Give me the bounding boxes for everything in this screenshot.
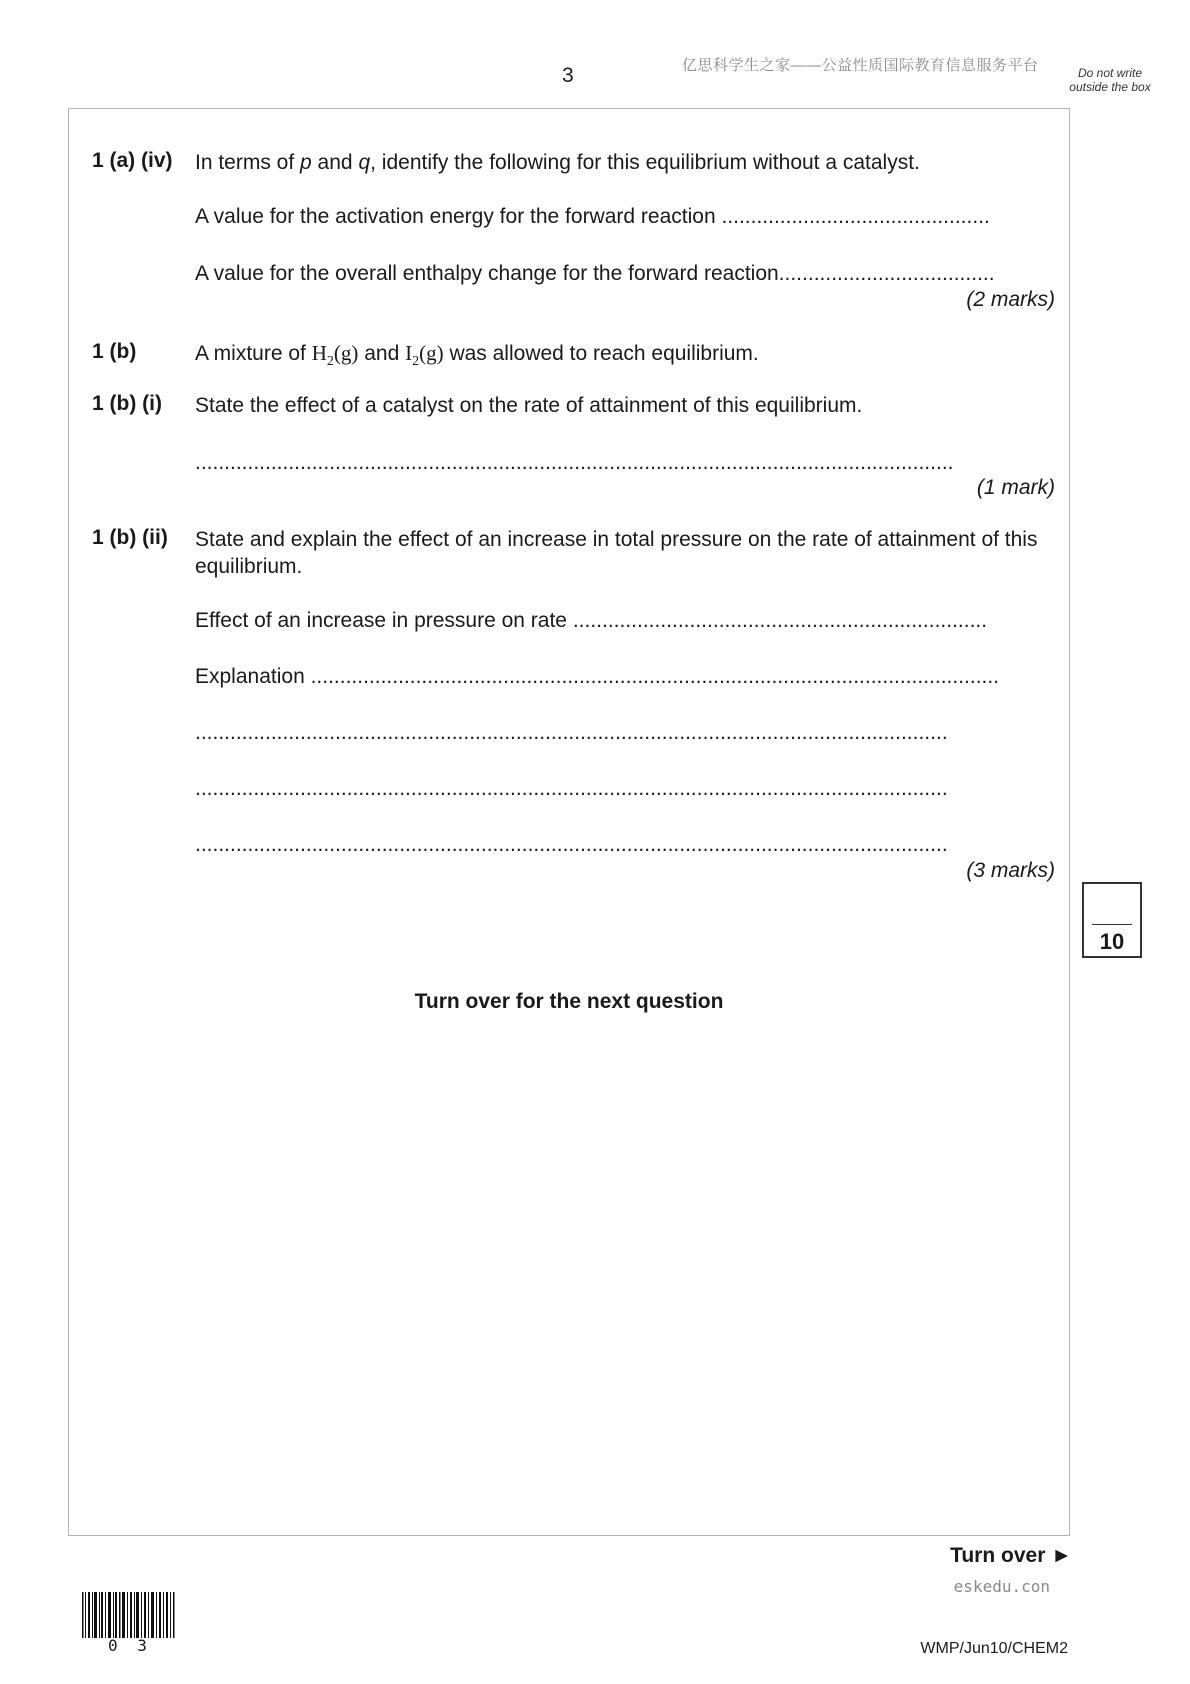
marks-1a-iv: (2 marks)	[966, 288, 1055, 311]
score-total: 10	[1099, 929, 1125, 954]
enthalpy-answer-line[interactable]: A value for the overall enthalpy change for the forward reaction.....................................	[195, 262, 995, 285]
score-divider	[1092, 924, 1132, 925]
question-number-1b: 1 (b)	[92, 340, 137, 363]
question-text-1b-i: State the effect of a catalyst on the rate of attainment of this equilibrium.	[195, 394, 863, 417]
question-text-1b-ii: State and explain the effect of an increase in total pressure on the rate of attainment of this equilibrium.	[195, 528, 1038, 578]
marks-1b-i: (1 mark)	[976, 476, 1055, 499]
text-part: and	[358, 342, 406, 365]
text-part: was allowed to reach equilibrium.	[443, 342, 759, 365]
question-number-1a-iv: 1 (a) (iv)	[92, 149, 173, 172]
question-number-1b-ii: 1 (b) (ii)	[92, 526, 168, 549]
explanation-line-2[interactable]: .................................................................................................................................	[195, 777, 948, 800]
formula-i2: $I_2(g)$	[405, 341, 444, 370]
page-number: 3	[562, 64, 574, 87]
paper-code: WMP/Jun10/CHEM2	[920, 1640, 1068, 1657]
marks-1b-ii: (3 marks)	[966, 859, 1055, 882]
question-text-1b	[195, 340, 1055, 375]
question-text-1a-iv	[195, 149, 1055, 176]
score-box	[1082, 882, 1142, 958]
stem-part: , identify the following for this equilibrium without a catalyst.	[370, 151, 920, 174]
variable-q: q	[358, 151, 371, 174]
variable-p: p	[300, 151, 312, 174]
turn-over-label: Turn over ►	[950, 1544, 1072, 1567]
stem-part: In terms of	[195, 151, 301, 174]
activation-energy-answer-line[interactable]: A value for the activation energy for the forward reaction ..............................................	[195, 205, 990, 228]
barcode-number: 0 3	[108, 1636, 152, 1655]
explanation-line-3[interactable]: .................................................................................................................................	[195, 833, 948, 856]
margin-note: Do not write outside the box	[1069, 66, 1151, 94]
explanation-answer-line[interactable]: Explanation ......................................................................................................................	[195, 665, 1000, 688]
catalyst-answer-line[interactable]: ..................................................................................................................................	[195, 451, 954, 474]
answer-frame	[68, 108, 1070, 1536]
text-part: A mixture of	[195, 342, 312, 365]
pressure-effect-answer-line[interactable]: Effect of an increase in pressure on rate .......................................................................	[195, 609, 988, 632]
explanation-line-1[interactable]: .................................................................................................................................	[195, 721, 948, 744]
formula-h2: $H_2(g)$	[311, 341, 359, 370]
turn-over-next-question: Turn over for the next question	[414, 990, 724, 1013]
barcode-icon	[82, 1592, 177, 1638]
stem-part: and	[311, 151, 359, 174]
question-number-1b-i: 1 (b) (i)	[92, 392, 162, 415]
watermark-text: 亿思科学生之家——公益性质国际教育信息服务平台	[682, 57, 1039, 74]
site-watermark: eskedu.con	[953, 1577, 1050, 1596]
